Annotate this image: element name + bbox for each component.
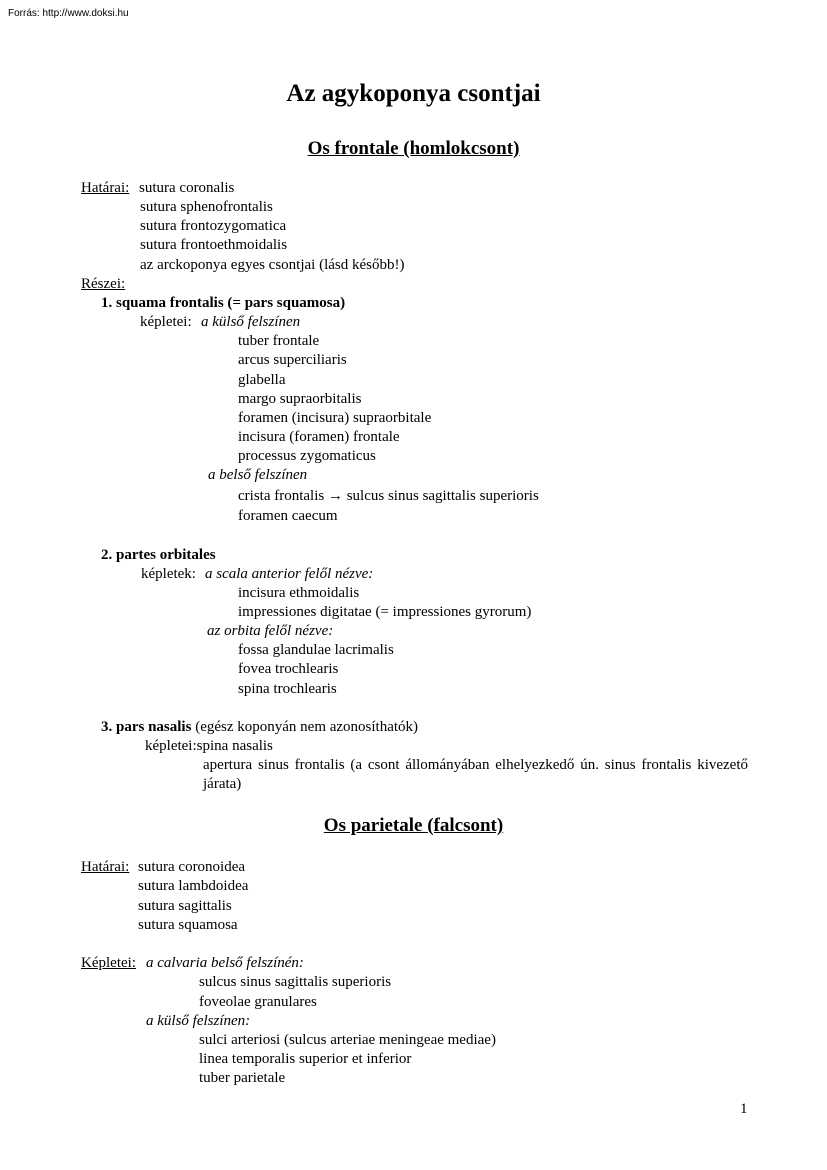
list-item: foramen (incisura) supraorbitale: [238, 410, 432, 426]
part1-inner-label: a belső felszínen: [208, 467, 308, 483]
part2-orbita-label: az orbita felől nézve:: [207, 623, 334, 639]
part3-heading: 3. pars nasalis: [101, 719, 192, 735]
list-item: sutura coronalis: [139, 180, 235, 196]
page-number: 1: [740, 1101, 748, 1117]
part2-heading: 2. partes orbitales: [101, 547, 216, 563]
source-label: Forrás: http://www.doksi.hu: [8, 8, 129, 19]
list-item: sutura coronoidea: [138, 859, 246, 875]
parietale-kepletei-label: Képletei:: [81, 955, 136, 971]
part3-kepletei-label: képletei:: [145, 738, 197, 754]
parietale-outer-label: a külső felszínen:: [146, 1013, 251, 1029]
part2-kepletek-label: képletek:: [141, 566, 196, 582]
parietale-inner-label: a calvaria belső felszínén:: [146, 955, 304, 971]
list-item: linea temporalis superior et inferior: [199, 1051, 412, 1067]
list-item: sutura squamosa: [138, 917, 238, 933]
page-title: Az agykoponya csontjai: [286, 80, 541, 107]
list-item: foramen caecum: [238, 508, 338, 524]
list-item: sutura sphenofrontalis: [140, 199, 273, 215]
list-item: sulcus sinus sagittalis superioris: [199, 974, 392, 990]
list-item: az arckoponya egyes csontjai (lásd később!): [140, 257, 405, 273]
list-item: crista frontalis → sulcus sinus sagittalis superioris: [238, 488, 539, 504]
frontale-reszei-label: Részei:: [81, 276, 126, 292]
part3-apertura: apertura sinus frontalis (a csont állományában elhelyezkedő ún. sinus frontalis kivezető járata): [203, 757, 748, 792]
part3-heading-line: [101, 718, 418, 737]
list-item: tuber frontale: [238, 333, 320, 349]
list-item: spina trochlearis: [238, 681, 337, 697]
list-item: incisura (foramen) frontale: [238, 429, 400, 445]
list-item: sutura lambdoidea: [138, 878, 249, 894]
part2-scala-label: a scala anterior felől nézve:: [205, 566, 374, 582]
list-item: impressiones digitatae (= impressiones gyrorum): [238, 604, 532, 620]
list-item: spina nasalis: [196, 738, 273, 754]
section-heading-parietale: Os parietale (falcsont): [323, 815, 504, 836]
list-item: margo supraorbitalis: [238, 391, 362, 407]
section-heading-frontale: Os frontale (homlokcsont): [307, 138, 520, 159]
part3-note: (egész koponyán nem azonosíthatók): [195, 719, 419, 735]
list-item: arcus superciliaris: [238, 352, 347, 368]
list-item: sutura frontoethmoidalis: [140, 237, 288, 253]
part1-kepletei-label: képletei:: [140, 314, 192, 330]
list-item: foveolae granulares: [199, 994, 317, 1010]
list-item: sulci arteriosi (sulcus arteriae meningeae mediae): [199, 1032, 496, 1048]
part1-outer-label: a külső felszínen: [201, 314, 301, 330]
list-item: tuber parietale: [199, 1070, 286, 1086]
list-item: fovea trochlearis: [238, 661, 339, 677]
list-item: processus zygomaticus: [238, 448, 376, 464]
frontale-hatarai-label: Határai:: [81, 180, 130, 196]
part1-heading: 1. squama frontalis (= pars squamosa): [101, 295, 346, 311]
parietale-hatarai-label: Határai:: [81, 859, 130, 875]
list-item: sutura frontozygomatica: [140, 218, 287, 234]
part3-kepletei-line: [145, 737, 273, 756]
list-item: sutura sagittalis: [138, 898, 232, 914]
list-item: incisura ethmoidalis: [238, 585, 360, 601]
list-item: glabella: [238, 372, 286, 388]
list-item: fossa glandulae lacrimalis: [238, 642, 394, 658]
